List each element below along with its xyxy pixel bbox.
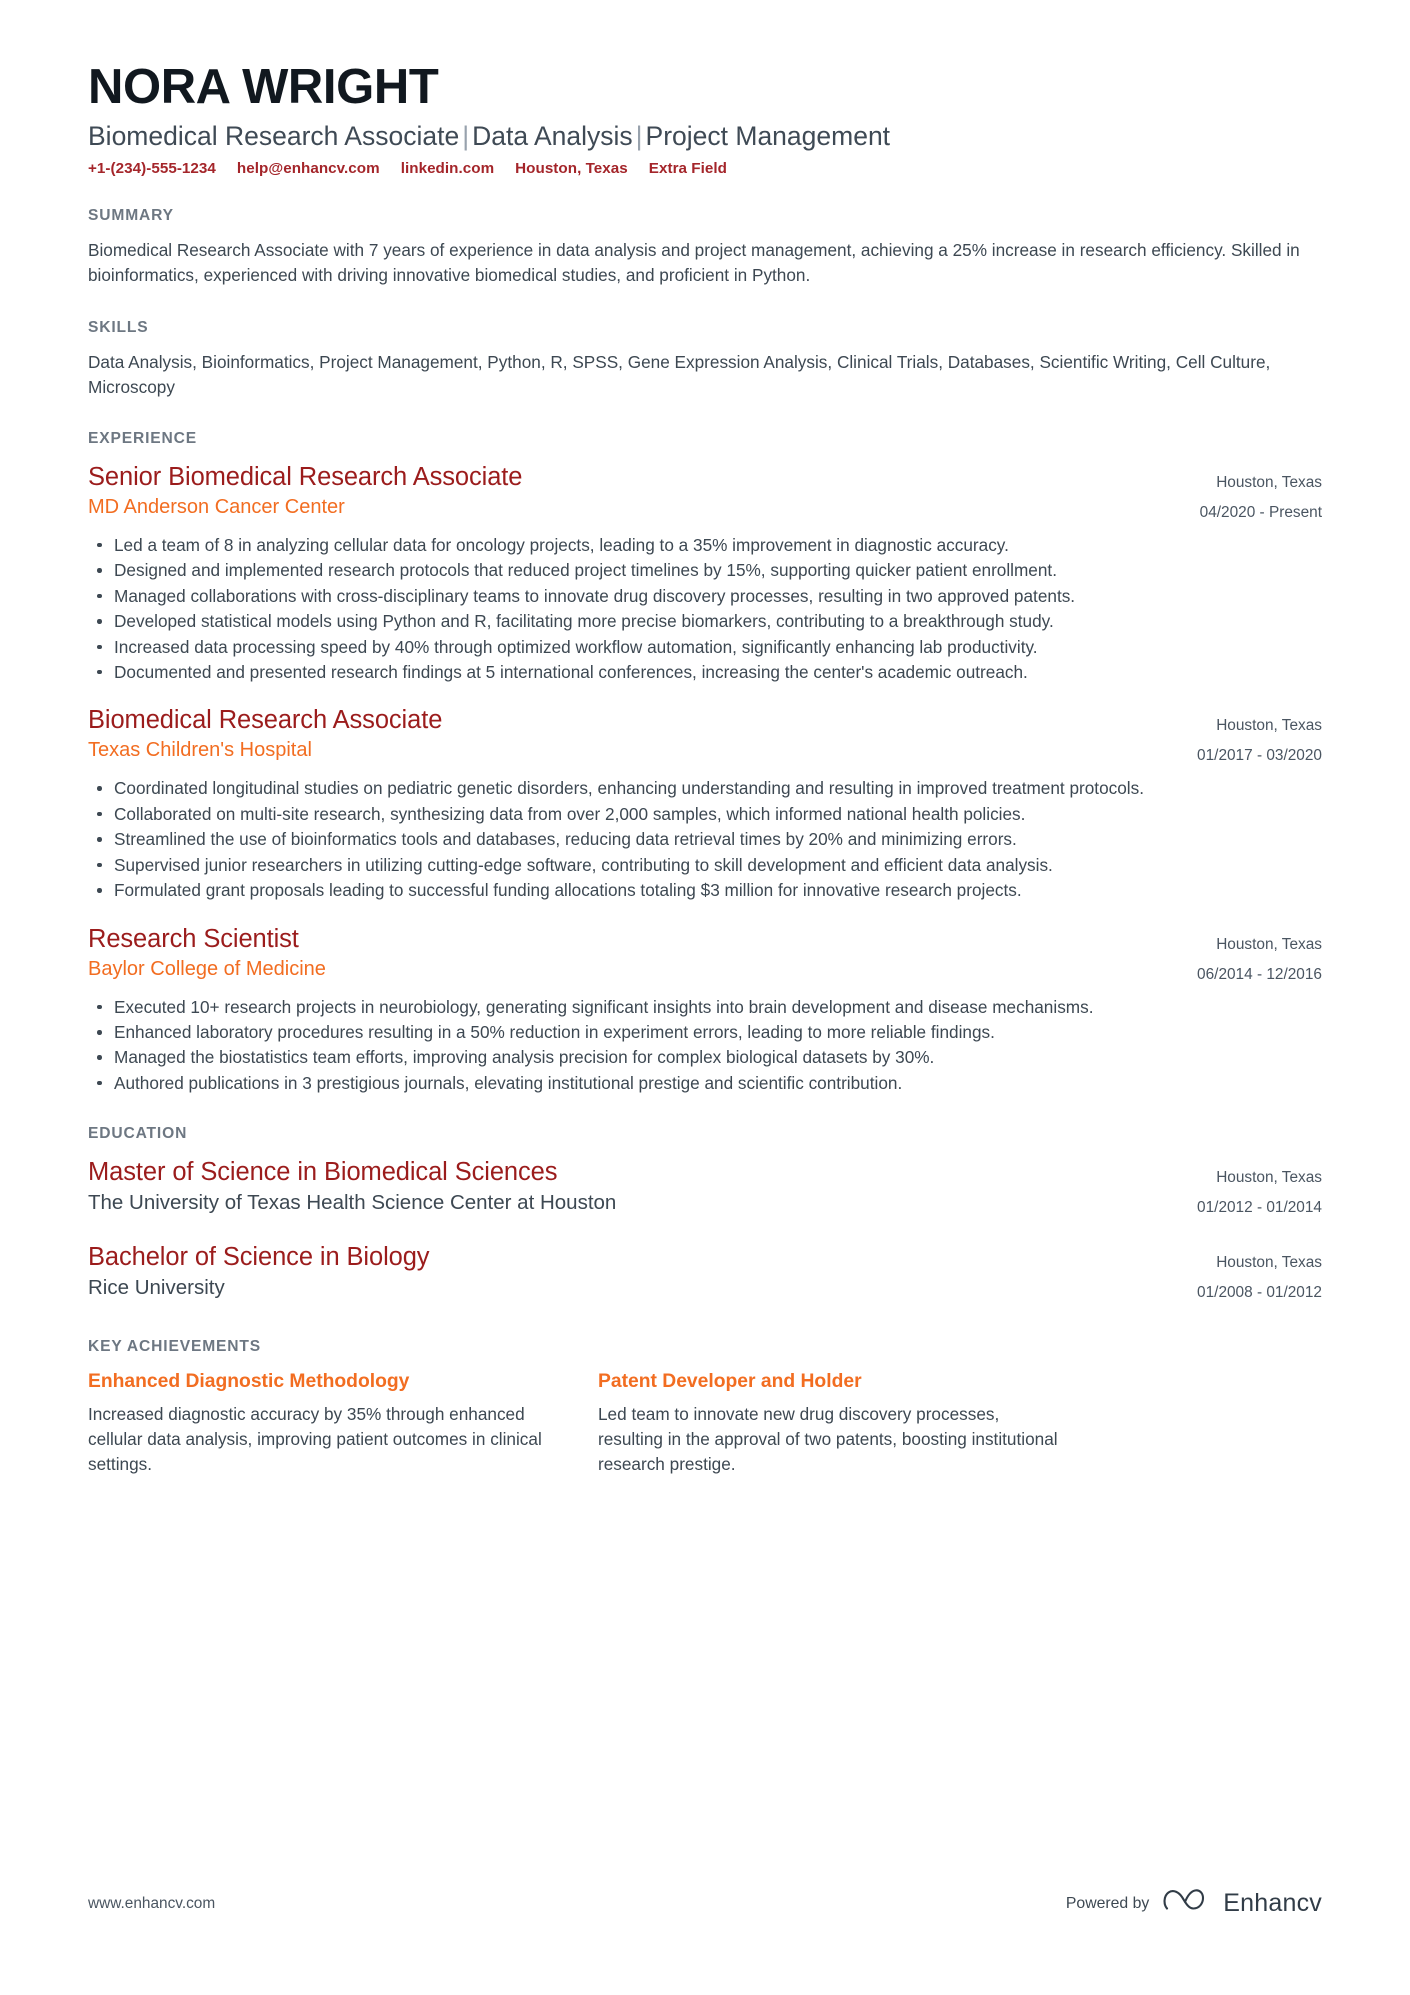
experience-entry (88, 923, 1322, 1096)
experience-entry (88, 461, 1322, 685)
school-name: Rice University (88, 1276, 225, 1300)
headline-part-2: Data Analysis (472, 120, 633, 151)
experience-entry-meta (1200, 461, 1322, 528)
key-achievements-list (88, 1369, 1322, 1476)
job-location: Houston, Texas (1216, 473, 1322, 491)
skills-section-title: SKILLS (88, 318, 149, 336)
contact-phone[interactable]: +1-(234)-555-1234 (88, 160, 216, 178)
footer-powered-by-label: Powered by (1065, 1894, 1150, 1912)
degree-title: Master of Science in Biomedical Sciences (88, 1158, 558, 1187)
job-bullet: Designed and implemented research protocols that reduced project timelines by 15%, supporting quicker patient enrollment. (88, 558, 1322, 582)
footer-website-url[interactable]: www.enhancv.com (88, 1894, 216, 1912)
job-dates: 06/2014 - 12/2016 (1197, 965, 1322, 983)
headline-separator-1: | (462, 120, 470, 151)
page-footer (88, 1886, 1322, 1921)
summary-text: Biomedical Research Associate with 7 years of experience in data analysis and project management, achieving a 25% increase in research efficiency. Skilled in bioinformatics, experienced with driving innovative biomedical studies, and proficient in Python. (88, 240, 1300, 286)
education-entry-meta (1197, 1156, 1322, 1223)
skills-text: Data Analysis, Bioinformatics, Project Management, Python, R, SPSS, Gene Expression Analysis, Clinical Trials, Databases, Scientific Writing, Cell Culture, Microscopy (88, 351, 1271, 397)
job-dates: 01/2017 - 03/2020 (1197, 747, 1322, 765)
job-title: Biomedical Research Associate (88, 706, 443, 735)
achievement-title: Enhanced Diagnostic Methodology (88, 1371, 410, 1393)
school-location: Houston, Texas (1216, 1254, 1322, 1272)
candidate-headline (88, 119, 1322, 153)
education-entry (88, 1241, 1322, 1308)
candidate-name: NORA WRIGHT (88, 60, 439, 114)
education-entry-header (88, 1241, 1322, 1308)
job-location: Houston, Texas (1216, 717, 1322, 735)
job-bullet: Supervised junior researchers in utilizing cutting-edge software, contributing to skill development and efficient data analysis. (88, 853, 1322, 877)
job-bullets (88, 995, 1322, 1096)
job-bullets (88, 776, 1322, 902)
experience-entry-header (88, 923, 1322, 990)
contact-email[interactable]: help@enhancv.com (236, 160, 380, 178)
resume-header (88, 60, 1322, 177)
job-location: Houston, Texas (1216, 935, 1322, 953)
experience-entry-main (88, 923, 1173, 983)
job-title: Research Scientist (88, 924, 299, 953)
job-bullet: Streamlined the use of bioinformatics tools and databases, reducing data retrieval times by 20% and minimizing errors. (88, 827, 1322, 851)
education-entry (88, 1156, 1322, 1223)
contact-linkedin[interactable]: linkedin.com (400, 160, 495, 178)
footer-brand (1066, 1886, 1322, 1921)
company-name: Baylor College of Medicine (88, 957, 326, 980)
summary-section-title: SUMMARY (88, 207, 174, 225)
contact-location: Houston, Texas (515, 160, 628, 178)
job-bullet: Coordinated longitudinal studies on pediatric genetic disorders, enhancing understanding and resulting in improved treatment protocols. (88, 776, 1322, 800)
school-dates: 01/2008 - 01/2012 (1197, 1284, 1322, 1302)
job-bullet: Developed statistical models using Python and R, facilitating more precise biomarkers, contributing to a breakthrough study. (88, 609, 1322, 633)
education-spacer (88, 1229, 1322, 1241)
experience-entry-main (88, 704, 1173, 764)
achievement-title: Patent Developer and Holder (598, 1371, 862, 1393)
achievement-description: Increased diagnostic accuracy by 35% through enhanced cellular data analysis, improving patient outcomes in clinical settings. (88, 1404, 542, 1474)
job-bullet: Managed collaborations with cross-disciplinary teams to innovate drug discovery processes, resulting in two approved patents. (88, 584, 1322, 608)
job-bullet: Executed 10+ research projects in neurobiology, generating significant insights into brain development and disease mechanisms. (88, 995, 1322, 1019)
experience-entry-meta (1197, 704, 1322, 771)
key-achievements-section (88, 1338, 1322, 1476)
experience-entry-header (88, 461, 1322, 528)
experience-entry-meta (1197, 923, 1322, 990)
job-bullet: Enhanced laboratory procedures resulting in a 50% reduction in experiment errors, leading to more reliable findings. (88, 1020, 1322, 1044)
job-title: Senior Biomedical Research Associate (88, 462, 523, 491)
education-section (88, 1125, 1322, 1308)
education-entry-main (88, 1156, 1173, 1217)
company-name: Texas Children's Hospital (88, 739, 312, 762)
job-bullet: Led a team of 8 in analyzing cellular data for oncology projects, leading to a 35% improvement in diagnostic accuracy. (88, 533, 1322, 557)
headline-part-1: Biomedical Research Associate (88, 120, 460, 151)
headline-separator-2: | (635, 120, 643, 151)
education-entry-header (88, 1156, 1322, 1223)
contact-list (88, 160, 1322, 177)
achievement-item (88, 1369, 558, 1476)
experience-entry-header (88, 704, 1322, 771)
experience-section-title: EXPERIENCE (88, 429, 198, 447)
key-achievements-section-title: KEY ACHIEVEMENTS (88, 1338, 262, 1356)
skills-section (88, 319, 1322, 400)
summary-section (88, 207, 1322, 288)
experience-entry (88, 704, 1322, 902)
job-bullet: Authored publications in 3 prestigious journals, elevating institutional prestige and scientific contribution. (88, 1071, 1322, 1095)
experience-entry-main (88, 461, 1176, 521)
company-name: MD Anderson Cancer Center (88, 495, 345, 518)
job-bullet: Formulated grant proposals leading to successful funding allocations totaling $3 million for innovative research projects. (88, 878, 1322, 902)
job-bullets (88, 533, 1322, 685)
headline-part-3: Project Management (645, 120, 891, 151)
school-name: The University of Texas Health Science Center at Houston (88, 1191, 617, 1215)
achievement-description: Led team to innovate new drug discovery processes, resulting in the approval of two patents, boosting institutional research prestige. (598, 1404, 1058, 1474)
education-entry-meta (1197, 1241, 1322, 1308)
job-dates: 04/2020 - Present (1199, 503, 1322, 521)
job-bullet: Collaborated on multi-site research, synthesizing data from over 2,000 samples, which informed national health policies. (88, 802, 1322, 826)
education-entry-main (88, 1241, 1173, 1302)
achievement-item (598, 1369, 1068, 1476)
degree-title: Bachelor of Science in Biology (88, 1243, 430, 1272)
job-bullet: Documented and presented research findings at 5 international conferences, increasing the center's academic outreach. (88, 660, 1322, 684)
enhancv-brand-name: Enhancv (1223, 1889, 1322, 1917)
enhancv-logo-icon (1163, 1886, 1209, 1921)
contact-extra-field: Extra Field (648, 160, 727, 178)
school-dates: 01/2012 - 01/2014 (1197, 1199, 1322, 1217)
experience-section (88, 430, 1322, 1096)
job-bullet: Increased data processing speed by 40% through optimized workflow automation, significantly enhancing lab productivity. (88, 635, 1322, 659)
school-location: Houston, Texas (1216, 1169, 1322, 1187)
job-bullet: Managed the biostatistics team efforts, improving analysis precision for complex biological datasets by 30%. (88, 1045, 1322, 1069)
education-section-title: EDUCATION (88, 1125, 188, 1143)
